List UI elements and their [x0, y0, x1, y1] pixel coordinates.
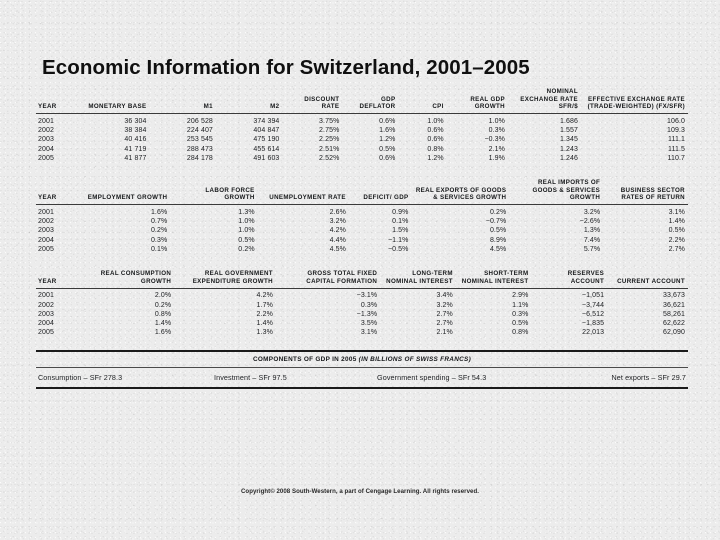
cell-effective-exchange-rate: 111.5	[668, 145, 685, 153]
cell-business-rates-of-return: 2.2%	[668, 236, 685, 244]
cell-cpi: 0.6%	[427, 127, 444, 135]
gdp-components-title-plain: COMPONENTS OF GDP IN 2005	[252, 356, 359, 364]
table-row	[36, 126, 688, 135]
cell-long-term-nominal-interest: 2.7%	[436, 320, 453, 328]
cell-deficit-gdp: 0.9%	[392, 208, 409, 216]
table-row	[36, 114, 688, 126]
cell-labor-force-growth: 0.2%	[238, 245, 255, 253]
cell-m1: 253 545	[186, 136, 213, 144]
cell-current-account: 62,622	[662, 320, 685, 328]
cell-nominal-exchange-rate: 1.686	[559, 117, 578, 125]
table-row	[36, 135, 688, 144]
col-header-year: YEAR	[38, 194, 57, 202]
cell-short-term-nominal-interest: 2.9%	[512, 292, 529, 300]
table-row	[36, 328, 688, 337]
cell-nominal-exchange-rate: 1.243	[559, 145, 578, 153]
cell-year: 2002	[38, 127, 54, 135]
cell-employment-growth: 0.7%	[150, 218, 168, 226]
cell-employment-growth: 1.6%	[150, 208, 168, 216]
cell-real-imports-growth: 5.7%	[583, 245, 601, 253]
cell-year: 2005	[38, 329, 54, 337]
table-row	[36, 217, 688, 226]
table-2	[36, 179, 688, 254]
cell-year: 2004	[38, 145, 54, 153]
col-header-effective-exchange-rate: EFFECTIVE EXCHANGE RATE (TRADE-WEIGHTED) (FX/SFR)	[587, 95, 685, 111]
table-3-body	[36, 289, 688, 338]
gdp-component-net-exports: Net exports – SFr 29.7	[611, 373, 686, 383]
cell-labor-force-growth: 1.0%	[238, 218, 255, 226]
cell-real-imports-growth: 3.2%	[583, 208, 601, 216]
cell-business-rates-of-return: 2.7%	[668, 245, 685, 253]
col-header-real-government-expenditure-growth: REAL GOVERNMENT EXPENDITURE GROWTH	[192, 270, 273, 285]
cell-year: 2001	[38, 208, 54, 216]
table-row	[36, 205, 688, 217]
cell-year: 2003	[38, 227, 54, 235]
col-header-m1: M1	[203, 103, 213, 111]
col-header-long-term-nominal-interest: LONG-TERM NOMINAL INTEREST	[386, 270, 453, 285]
table-row	[36, 236, 688, 245]
cell-year: 2004	[38, 320, 54, 328]
cell-effective-exchange-rate: 111.1	[668, 136, 685, 144]
table-2-header-row	[36, 179, 688, 204]
cell-business-rates-of-return: 1.4%	[668, 218, 685, 226]
col-header-business-sector-rates-of-return: BUSINESS SECTOR RATES OF RETURN	[620, 186, 685, 202]
table-1	[36, 88, 688, 163]
col-header-gdp-deflator: GDP DEFLATOR	[359, 95, 396, 111]
cell-nominal-exchange-rate: 1.246	[559, 154, 578, 162]
cell-long-term-nominal-interest: 3.4%	[436, 292, 453, 300]
gdp-components-title	[36, 352, 688, 368]
cell-current-account: 58,261	[662, 310, 685, 318]
cell-m1: 288 473	[186, 145, 213, 153]
table-row	[36, 226, 688, 235]
cell-gross-total-fixed-capital-formation: 3.5%	[360, 320, 378, 328]
cell-gross-total-fixed-capital-formation: 0.3%	[360, 301, 378, 309]
table-row	[36, 144, 688, 153]
col-header-gross-total-fixed-capital-formation: GROSS TOTAL FIXED CAPITAL FORMATION	[306, 270, 378, 285]
col-header-m2: M2	[270, 103, 280, 111]
cell-m2: 475 190	[253, 136, 280, 144]
gdp-components-row	[36, 368, 688, 387]
cell-labor-force-growth: 0.5%	[238, 236, 255, 244]
cell-monetary-base: 38 384	[124, 127, 147, 135]
gdp-component-government-spending: Government spending – SFr 54.3	[377, 373, 487, 383]
cell-nominal-exchange-rate: 1.345	[559, 136, 578, 144]
cell-discount-rate: 3.75%	[319, 117, 340, 125]
cell-long-term-nominal-interest: 3.2%	[436, 301, 453, 309]
cell-gdp-deflator: 0.5%	[379, 145, 396, 153]
cell-year: 2005	[38, 154, 54, 162]
cell-cpi: 1.0%	[427, 117, 444, 125]
cell-year: 2003	[38, 310, 54, 318]
table-row	[36, 289, 688, 301]
cell-real-consumption-growth: 1.6%	[154, 329, 172, 337]
table-1-header-row	[36, 88, 688, 113]
cell-real-exports-growth: 0.5%	[489, 227, 507, 235]
cell-real-government-expenditure-growth: 1.3%	[256, 329, 273, 337]
cell-m1: 206 528	[186, 117, 213, 125]
cell-discount-rate: 2.25%	[319, 136, 340, 144]
cell-year: 2005	[38, 245, 54, 253]
cell-business-rates-of-return: 3.1%	[668, 208, 685, 216]
table-row	[36, 319, 688, 328]
cell-unemployment-rate: 4.5%	[329, 245, 346, 253]
cell-nominal-exchange-rate: 1.557	[559, 127, 578, 135]
cell-m2: 455 614	[253, 145, 280, 153]
cell-current-account: 33,673	[662, 292, 685, 300]
table-3	[36, 270, 688, 337]
col-header-employment-growth: EMPLOYMENT GROWTH	[87, 194, 168, 202]
cell-cpi: 0.6%	[427, 136, 444, 144]
cell-current-account: 36,621	[662, 301, 685, 309]
col-header-year: YEAR	[38, 103, 57, 111]
cell-monetary-base: 41 877	[124, 154, 147, 162]
panel-bottom-rule	[36, 387, 688, 389]
cell-labor-force-growth: 1.3%	[238, 208, 255, 216]
cell-short-term-nominal-interest: 0.8%	[512, 329, 529, 337]
gdp-components-title-italic: (IN BILLIONS OF SWISS FRANCS)	[358, 356, 472, 364]
col-header-short-term-nominal-interest: SHORT-TERM NOMINAL INTEREST	[461, 270, 529, 285]
gdp-component-investment: Investment – SFr 97.5	[214, 373, 287, 383]
cell-unemployment-rate: 4.2%	[329, 227, 346, 235]
cell-discount-rate: 2.75%	[319, 127, 340, 135]
cell-real-imports-growth: 7.4%	[583, 236, 601, 244]
cell-monetary-base: 41 719	[124, 145, 147, 153]
cell-unemployment-rate: 4.4%	[329, 236, 346, 244]
col-header-reserves-account: RESERVES ACCOUNT	[567, 270, 605, 285]
cell-m2: 404 847	[253, 127, 280, 135]
cell-gdp-deflator: 0.6%	[379, 154, 396, 162]
cell-long-term-nominal-interest: 2.1%	[436, 329, 453, 337]
table-1-body	[36, 114, 688, 163]
cell-m2: 491 603	[253, 154, 280, 162]
cell-real-exports-growth: 4.5%	[489, 245, 507, 253]
table-3-header-row	[36, 270, 688, 288]
cell-year: 2001	[38, 292, 54, 300]
cell-real-consumption-growth: 2.0%	[154, 292, 172, 300]
cell-gross-total-fixed-capital-formation: 3.1%	[360, 329, 378, 337]
gdp-components-panel	[36, 350, 688, 390]
cell-deficit-gdp: 1.5%	[392, 227, 409, 235]
cell-real-imports-growth: 1.3%	[583, 227, 601, 235]
table-row	[36, 300, 688, 309]
cell-real-gdp-growth: 0.3%	[488, 127, 505, 135]
col-header-labor-force-growth: LABOR FORCE GROWTH	[205, 186, 255, 202]
table-labor-and-trade	[36, 179, 688, 254]
cell-m1: 284 178	[186, 154, 213, 162]
cell-year: 2002	[38, 218, 54, 226]
col-header-real-imports-growth: REAL IMPORTS OF GOODS & SERVICES GROWTH	[532, 179, 601, 202]
cell-real-gdp-growth: 1.9%	[488, 154, 505, 162]
cell-unemployment-rate: 3.2%	[329, 218, 346, 226]
col-header-real-exports-growth: REAL EXPORTS OF GOODS & SERVICES GROWTH	[415, 186, 507, 202]
col-header-discount-rate: DISCOUNT RATE	[304, 95, 340, 111]
cell-gdp-deflator: 1.2%	[379, 136, 396, 144]
cell-cpi: 1.2%	[427, 154, 444, 162]
cell-effective-exchange-rate: 110.7	[667, 154, 685, 162]
table-row	[36, 310, 688, 319]
cell-real-gdp-growth: −0.3%	[484, 136, 505, 144]
table-expenditure-and-accounts	[36, 270, 688, 337]
col-header-year: YEAR	[38, 277, 57, 285]
cell-gdp-deflator: 1.6%	[379, 127, 396, 135]
cell-year: 2001	[38, 117, 54, 125]
cell-short-term-nominal-interest: 0.3%	[512, 310, 529, 318]
cell-year: 2004	[38, 236, 54, 244]
cell-short-term-nominal-interest: 1.1%	[512, 301, 529, 309]
cell-real-government-expenditure-growth: 4.2%	[256, 292, 273, 300]
cell-real-government-expenditure-growth: 1.4%	[256, 320, 273, 328]
cell-deficit-gdp: −1.1%	[387, 236, 409, 244]
economic-data-sheet	[36, 88, 688, 480]
page-title: Economic Information for Switzerland, 2001–2005	[42, 56, 530, 79]
table-monetary-and-exchange	[36, 88, 688, 163]
cell-real-government-expenditure-growth: 1.7%	[256, 301, 273, 309]
cell-year: 2003	[38, 136, 54, 144]
cell-real-exports-growth: 8.9%	[489, 236, 507, 244]
col-header-cpi: CPI	[432, 103, 444, 111]
col-header-nominal-exchange-rate: NOMINAL EXCHANGE RATE SFR/$	[520, 88, 578, 111]
cell-real-consumption-growth: 1.4%	[154, 320, 172, 328]
cell-reserves-account: −6,512	[581, 310, 605, 318]
col-header-real-consumption-growth: REAL CONSUMPTION GROWTH	[100, 270, 172, 285]
cell-real-exports-growth: 0.2%	[489, 208, 507, 216]
col-header-real-gdp-growth: REAL GDP GROWTH	[470, 95, 505, 111]
cell-year: 2002	[38, 301, 54, 309]
cell-current-account: 62,090	[662, 329, 685, 337]
cell-discount-rate: 2.52%	[319, 154, 340, 162]
cell-monetary-base: 40 416	[124, 136, 147, 144]
cell-employment-growth: 0.2%	[150, 227, 168, 235]
cell-gross-total-fixed-capital-formation: −1.3%	[356, 310, 378, 318]
cell-reserves-account: −3,744	[581, 301, 605, 309]
cell-real-gdp-growth: 2.1%	[488, 145, 505, 153]
cell-monetary-base: 36 304	[124, 117, 147, 125]
cell-gross-total-fixed-capital-formation: −3.1%	[356, 292, 378, 300]
cell-m1: 224 407	[186, 127, 213, 135]
col-header-current-account: CURRENT ACCOUNT	[617, 277, 685, 285]
gdp-component-consumption: Consumption – SFr 278.3	[38, 373, 123, 383]
col-header-deficit-gdp: DEFICIT/ GDP	[363, 194, 409, 202]
cell-effective-exchange-rate: 106.0	[666, 117, 685, 125]
cell-m2: 374 394	[253, 117, 280, 125]
cell-real-government-expenditure-growth: 2.2%	[256, 310, 273, 318]
cell-deficit-gdp: −0.5%	[387, 245, 409, 253]
table-2-body	[36, 205, 688, 254]
cell-gdp-deflator: 0.6%	[379, 117, 396, 125]
cell-real-consumption-growth: 0.2%	[154, 301, 172, 309]
col-header-monetary-base: MONETARY BASE	[88, 103, 147, 111]
cell-discount-rate: 2.51%	[319, 145, 340, 153]
cell-long-term-nominal-interest: 2.7%	[436, 310, 453, 318]
cell-real-exports-growth: −0.7%	[485, 218, 507, 226]
cell-employment-growth: 0.1%	[150, 245, 168, 253]
cell-effective-exchange-rate: 109.3	[666, 127, 685, 135]
cell-cpi: 0.8%	[427, 145, 444, 153]
cell-real-gdp-growth: 1.0%	[488, 117, 505, 125]
cell-reserves-account: −1,051	[581, 292, 605, 300]
cell-real-imports-growth: −2.6%	[579, 218, 601, 226]
cell-reserves-account: 22,013	[582, 329, 605, 337]
cell-business-rates-of-return: 0.5%	[668, 227, 685, 235]
copyright-notice: Copyright© 2008 South-Western, a part of Cengage Learning. All rights reserved.	[240, 488, 480, 495]
cell-short-term-nominal-interest: 0.5%	[512, 320, 529, 328]
col-header-unemployment-rate: UNEMPLOYMENT RATE	[269, 194, 346, 202]
cell-deficit-gdp: 0.1%	[392, 218, 409, 226]
table-row	[36, 154, 688, 163]
cell-unemployment-rate: 2.6%	[329, 208, 346, 216]
cell-labor-force-growth: 1.0%	[238, 227, 255, 235]
cell-employment-growth: 0.3%	[150, 236, 168, 244]
table-row	[36, 245, 688, 254]
cell-reserves-account: −1,835	[581, 320, 605, 328]
cell-real-consumption-growth: 0.8%	[154, 310, 172, 318]
